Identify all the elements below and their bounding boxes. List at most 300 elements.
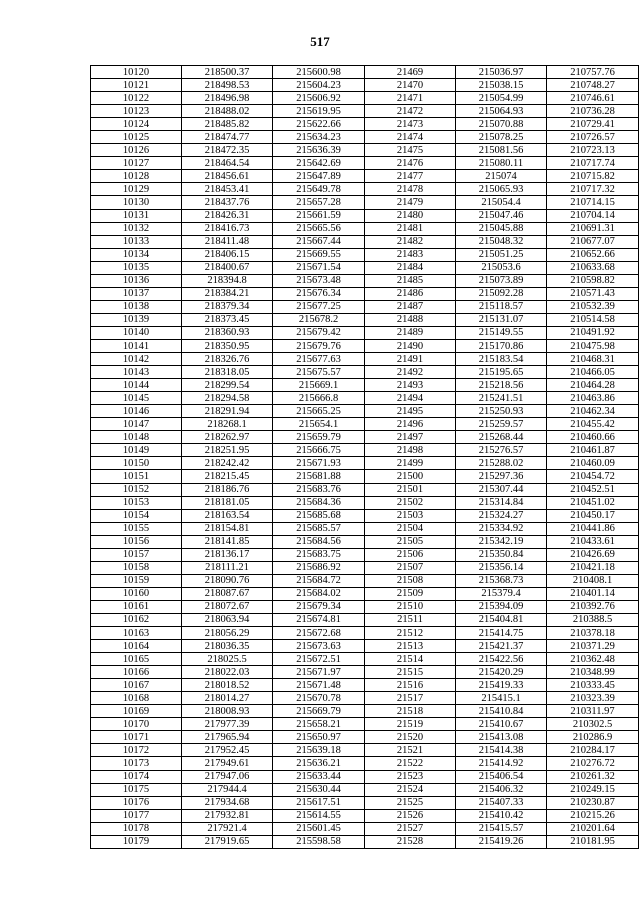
y-coordinate-cell: 215677.25 xyxy=(273,300,365,313)
table-row xyxy=(91,522,639,535)
point-id-cell: 21500 xyxy=(365,470,456,483)
x-coordinate-cell: 218488.02 xyxy=(182,105,273,118)
y-coordinate-cell: 210286.9 xyxy=(547,731,639,744)
point-id-cell: 10162 xyxy=(91,613,182,626)
x-coordinate-cell: 215410.42 xyxy=(456,809,547,822)
point-id-cell: 21497 xyxy=(365,431,456,444)
point-id-cell: 21498 xyxy=(365,444,456,457)
x-coordinate-cell: 215314.84 xyxy=(456,496,547,509)
x-coordinate-cell: 215407.33 xyxy=(456,796,547,809)
x-coordinate-cell: 215394.09 xyxy=(456,600,547,613)
point-id-cell: 10145 xyxy=(91,392,182,405)
x-coordinate-cell: 215064.93 xyxy=(456,105,547,118)
y-coordinate-cell: 210598.82 xyxy=(547,274,639,287)
y-coordinate-cell: 210514.58 xyxy=(547,313,639,326)
x-coordinate-cell: 218500.37 xyxy=(182,66,273,79)
x-coordinate-cell: 215065.93 xyxy=(456,183,547,196)
point-id-cell: 10125 xyxy=(91,131,182,144)
x-coordinate-cell: 218453.41 xyxy=(182,183,273,196)
point-id-cell: 21483 xyxy=(365,248,456,261)
x-coordinate-cell: 218485.82 xyxy=(182,118,273,131)
x-coordinate-cell: 218251.95 xyxy=(182,444,273,457)
table-row xyxy=(91,627,639,640)
x-coordinate-cell: 218384.21 xyxy=(182,287,273,300)
y-coordinate-cell: 210249.15 xyxy=(547,783,639,796)
y-coordinate-cell: 210378.18 xyxy=(547,627,639,640)
point-id-cell: 10148 xyxy=(91,431,182,444)
table-row xyxy=(91,744,639,757)
point-id-cell: 21520 xyxy=(365,731,456,744)
point-id-cell: 10137 xyxy=(91,287,182,300)
x-coordinate-cell: 215415.1 xyxy=(456,692,547,705)
table-row xyxy=(91,718,639,731)
x-coordinate-cell: 215404.81 xyxy=(456,613,547,626)
point-id-cell: 21507 xyxy=(365,561,456,574)
x-coordinate-cell: 218025.5 xyxy=(182,653,273,666)
x-coordinate-cell: 215074 xyxy=(456,170,547,183)
point-id-cell: 10168 xyxy=(91,692,182,705)
y-coordinate-cell: 215677.63 xyxy=(273,353,365,366)
point-id-cell: 10152 xyxy=(91,483,182,496)
y-coordinate-cell: 215665.56 xyxy=(273,222,365,235)
point-id-cell: 10144 xyxy=(91,379,182,392)
point-id-cell: 21489 xyxy=(365,326,456,339)
table-row xyxy=(91,131,639,144)
x-coordinate-cell: 215078.25 xyxy=(456,131,547,144)
x-coordinate-cell: 218018.52 xyxy=(182,679,273,692)
point-id-cell: 21514 xyxy=(365,653,456,666)
table-row xyxy=(91,261,639,274)
x-coordinate-cell: 218472.35 xyxy=(182,144,273,157)
y-coordinate-cell: 210729.41 xyxy=(547,118,639,131)
x-coordinate-cell: 217965.94 xyxy=(182,731,273,744)
point-id-cell: 21499 xyxy=(365,457,456,470)
x-coordinate-cell: 218090.76 xyxy=(182,574,273,587)
x-coordinate-cell: 218268.1 xyxy=(182,418,273,431)
y-coordinate-cell: 210421.18 xyxy=(547,561,639,574)
x-coordinate-cell: 215092.28 xyxy=(456,287,547,300)
x-coordinate-cell: 215356.14 xyxy=(456,561,547,574)
x-coordinate-cell: 215170.86 xyxy=(456,339,547,352)
point-id-cell: 10126 xyxy=(91,144,182,157)
x-coordinate-cell: 215048.32 xyxy=(456,235,547,248)
point-id-cell: 21495 xyxy=(365,405,456,418)
x-coordinate-cell: 215350.84 xyxy=(456,548,547,561)
y-coordinate-cell: 215683.75 xyxy=(273,548,365,561)
point-id-cell: 10158 xyxy=(91,561,182,574)
point-id-cell: 10171 xyxy=(91,731,182,744)
point-id-cell: 21508 xyxy=(365,574,456,587)
point-id-cell: 10139 xyxy=(91,313,182,326)
table-row xyxy=(91,796,639,809)
x-coordinate-cell: 217921.4 xyxy=(182,822,273,835)
x-coordinate-cell: 215259.57 xyxy=(456,418,547,431)
x-coordinate-cell: 217947.06 xyxy=(182,770,273,783)
coordinates-table-body xyxy=(91,66,639,849)
x-coordinate-cell: 215183.54 xyxy=(456,353,547,366)
table-row xyxy=(91,79,639,92)
x-coordinate-cell: 215406.32 xyxy=(456,783,547,796)
x-coordinate-cell: 215241.51 xyxy=(456,392,547,405)
x-coordinate-cell: 215070.88 xyxy=(456,118,547,131)
x-coordinate-cell: 218350.95 xyxy=(182,339,273,352)
y-coordinate-cell: 210201.64 xyxy=(547,822,639,835)
x-coordinate-cell: 218242.42 xyxy=(182,457,273,470)
x-coordinate-cell: 215410.84 xyxy=(456,705,547,718)
point-id-cell: 10175 xyxy=(91,783,182,796)
y-coordinate-cell: 210571.43 xyxy=(547,287,639,300)
x-coordinate-cell: 215051.25 xyxy=(456,248,547,261)
y-coordinate-cell: 210714.15 xyxy=(547,196,639,209)
point-id-cell: 21492 xyxy=(365,366,456,379)
x-coordinate-cell: 215420.29 xyxy=(456,666,547,679)
point-id-cell: 21474 xyxy=(365,131,456,144)
x-coordinate-cell: 215218.56 xyxy=(456,379,547,392)
y-coordinate-cell: 215671.97 xyxy=(273,666,365,679)
point-id-cell: 21478 xyxy=(365,183,456,196)
page-number: 517 xyxy=(310,34,330,49)
x-coordinate-cell: 218022.03 xyxy=(182,666,273,679)
x-coordinate-cell: 215413.08 xyxy=(456,731,547,744)
y-coordinate-cell: 215650.97 xyxy=(273,731,365,744)
x-coordinate-cell: 215131.07 xyxy=(456,313,547,326)
y-coordinate-cell: 210652.66 xyxy=(547,248,639,261)
table-row xyxy=(91,183,639,196)
y-coordinate-cell: 215606.92 xyxy=(273,92,365,105)
x-coordinate-cell: 218136.17 xyxy=(182,548,273,561)
point-id-cell: 10142 xyxy=(91,353,182,366)
table-row xyxy=(91,326,639,339)
x-coordinate-cell: 215297.36 xyxy=(456,470,547,483)
y-coordinate-cell: 210451.02 xyxy=(547,496,639,509)
x-coordinate-cell: 218406.15 xyxy=(182,248,273,261)
y-coordinate-cell: 215657.28 xyxy=(273,196,365,209)
y-coordinate-cell: 210441.86 xyxy=(547,522,639,535)
x-coordinate-cell: 215036.97 xyxy=(456,66,547,79)
table-row xyxy=(91,600,639,613)
x-coordinate-cell: 217932.81 xyxy=(182,809,273,822)
x-coordinate-cell: 218464.54 xyxy=(182,157,273,170)
y-coordinate-cell: 210323.39 xyxy=(547,692,639,705)
x-coordinate-cell: 218181.05 xyxy=(182,496,273,509)
point-id-cell: 21510 xyxy=(365,600,456,613)
x-coordinate-cell: 217944.4 xyxy=(182,783,273,796)
point-id-cell: 21512 xyxy=(365,627,456,640)
y-coordinate-cell: 210460.66 xyxy=(547,431,639,444)
table-row xyxy=(91,679,639,692)
y-coordinate-cell: 210371.29 xyxy=(547,640,639,653)
x-coordinate-cell: 215038.15 xyxy=(456,79,547,92)
x-coordinate-cell: 218318.05 xyxy=(182,366,273,379)
point-id-cell: 21485 xyxy=(365,274,456,287)
table-row xyxy=(91,379,639,392)
table-row xyxy=(91,483,639,496)
x-coordinate-cell: 218063.94 xyxy=(182,613,273,626)
x-coordinate-cell: 218262.97 xyxy=(182,431,273,444)
y-coordinate-cell: 210284.17 xyxy=(547,744,639,757)
point-id-cell: 21493 xyxy=(365,379,456,392)
x-coordinate-cell: 215368.73 xyxy=(456,574,547,587)
point-id-cell: 21488 xyxy=(365,313,456,326)
point-id-cell: 10172 xyxy=(91,744,182,757)
y-coordinate-cell: 215658.21 xyxy=(273,718,365,731)
point-id-cell: 10169 xyxy=(91,705,182,718)
y-coordinate-cell: 210181.95 xyxy=(547,835,639,848)
x-coordinate-cell: 218299.54 xyxy=(182,379,273,392)
x-coordinate-cell: 215334.92 xyxy=(456,522,547,535)
point-id-cell: 10121 xyxy=(91,79,182,92)
point-id-cell: 21504 xyxy=(365,522,456,535)
point-id-cell: 10178 xyxy=(91,822,182,835)
table-row xyxy=(91,548,639,561)
table-row xyxy=(91,731,639,744)
table-row xyxy=(91,561,639,574)
point-id-cell: 10136 xyxy=(91,274,182,287)
point-id-cell: 10163 xyxy=(91,627,182,640)
table-row xyxy=(91,170,639,183)
y-coordinate-cell: 210691.31 xyxy=(547,222,639,235)
y-coordinate-cell: 210460.09 xyxy=(547,457,639,470)
y-coordinate-cell: 210261.32 xyxy=(547,770,639,783)
x-coordinate-cell: 215250.93 xyxy=(456,405,547,418)
x-coordinate-cell: 215410.67 xyxy=(456,718,547,731)
x-coordinate-cell: 217977.39 xyxy=(182,718,273,731)
point-id-cell: 21523 xyxy=(365,770,456,783)
y-coordinate-cell: 210715.82 xyxy=(547,170,639,183)
y-coordinate-cell: 210532.39 xyxy=(547,300,639,313)
table-row xyxy=(91,835,639,848)
point-id-cell: 21476 xyxy=(365,157,456,170)
y-coordinate-cell: 210726.57 xyxy=(547,131,639,144)
x-coordinate-cell: 218411.48 xyxy=(182,235,273,248)
x-coordinate-cell: 215054.99 xyxy=(456,92,547,105)
table-row xyxy=(91,496,639,509)
point-id-cell: 21486 xyxy=(365,287,456,300)
y-coordinate-cell: 215622.66 xyxy=(273,118,365,131)
y-coordinate-cell: 215673.63 xyxy=(273,640,365,653)
point-id-cell: 10120 xyxy=(91,66,182,79)
x-coordinate-cell: 215414.38 xyxy=(456,744,547,757)
point-id-cell: 10141 xyxy=(91,339,182,352)
y-coordinate-cell: 215681.88 xyxy=(273,470,365,483)
y-coordinate-cell: 215669.79 xyxy=(273,705,365,718)
point-id-cell: 21477 xyxy=(365,170,456,183)
x-coordinate-cell: 218072.67 xyxy=(182,600,273,613)
x-coordinate-cell: 217952.45 xyxy=(182,744,273,757)
table-row xyxy=(91,274,639,287)
table-row xyxy=(91,235,639,248)
table-row xyxy=(91,105,639,118)
y-coordinate-cell: 210362.48 xyxy=(547,653,639,666)
x-coordinate-cell: 215419.26 xyxy=(456,835,547,848)
y-coordinate-cell: 210388.5 xyxy=(547,613,639,626)
point-id-cell: 21519 xyxy=(365,718,456,731)
x-coordinate-cell: 218456.61 xyxy=(182,170,273,183)
y-coordinate-cell: 210677.07 xyxy=(547,235,639,248)
point-id-cell: 10147 xyxy=(91,418,182,431)
table-row xyxy=(91,339,639,352)
y-coordinate-cell: 215669.55 xyxy=(273,248,365,261)
y-coordinate-cell: 215654.1 xyxy=(273,418,365,431)
point-id-cell: 21494 xyxy=(365,392,456,405)
table-row xyxy=(91,222,639,235)
point-id-cell: 21496 xyxy=(365,418,456,431)
y-coordinate-cell: 210401.14 xyxy=(547,587,639,600)
y-coordinate-cell: 210302.5 xyxy=(547,718,639,731)
table-row xyxy=(91,757,639,770)
point-id-cell: 10134 xyxy=(91,248,182,261)
x-coordinate-cell: 218326.76 xyxy=(182,353,273,366)
point-id-cell: 21490 xyxy=(365,339,456,352)
x-coordinate-cell: 215414.75 xyxy=(456,627,547,640)
x-coordinate-cell: 215324.27 xyxy=(456,509,547,522)
y-coordinate-cell: 215685.68 xyxy=(273,509,365,522)
y-coordinate-cell: 210461.87 xyxy=(547,444,639,457)
table-row xyxy=(91,366,639,379)
point-id-cell: 21511 xyxy=(365,613,456,626)
point-id-cell: 21501 xyxy=(365,483,456,496)
y-coordinate-cell: 210348.99 xyxy=(547,666,639,679)
y-coordinate-cell: 215665.25 xyxy=(273,405,365,418)
x-coordinate-cell: 218186.76 xyxy=(182,483,273,496)
x-coordinate-cell: 215421.37 xyxy=(456,640,547,653)
y-coordinate-cell: 210452.51 xyxy=(547,483,639,496)
y-coordinate-cell: 215679.34 xyxy=(273,600,365,613)
point-id-cell: 10167 xyxy=(91,679,182,692)
x-coordinate-cell: 218426.31 xyxy=(182,209,273,222)
y-coordinate-cell: 215679.42 xyxy=(273,326,365,339)
point-id-cell: 10161 xyxy=(91,600,182,613)
y-coordinate-cell: 215649.78 xyxy=(273,183,365,196)
y-coordinate-cell: 215617.51 xyxy=(273,796,365,809)
x-coordinate-cell: 218400.67 xyxy=(182,261,273,274)
point-id-cell: 21515 xyxy=(365,666,456,679)
y-coordinate-cell: 210433.61 xyxy=(547,535,639,548)
y-coordinate-cell: 210746.61 xyxy=(547,92,639,105)
point-id-cell: 10130 xyxy=(91,196,182,209)
x-coordinate-cell: 215419.33 xyxy=(456,679,547,692)
x-coordinate-cell: 218474.77 xyxy=(182,131,273,144)
x-coordinate-cell: 215047.46 xyxy=(456,209,547,222)
y-coordinate-cell: 210717.74 xyxy=(547,157,639,170)
point-id-cell: 21524 xyxy=(365,783,456,796)
y-coordinate-cell: 215642.69 xyxy=(273,157,365,170)
x-coordinate-cell: 218498.53 xyxy=(182,79,273,92)
y-coordinate-cell: 210748.27 xyxy=(547,79,639,92)
y-coordinate-cell: 215669.1 xyxy=(273,379,365,392)
y-coordinate-cell: 215678.2 xyxy=(273,313,365,326)
y-coordinate-cell: 210450.17 xyxy=(547,509,639,522)
table-row xyxy=(91,705,639,718)
coordinates-table xyxy=(90,65,639,849)
y-coordinate-cell: 215684.72 xyxy=(273,574,365,587)
table-row xyxy=(91,418,639,431)
point-id-cell: 21522 xyxy=(365,757,456,770)
y-coordinate-cell: 215679.76 xyxy=(273,339,365,352)
y-coordinate-cell: 210462.34 xyxy=(547,405,639,418)
y-coordinate-cell: 215672.68 xyxy=(273,627,365,640)
x-coordinate-cell: 218154.81 xyxy=(182,522,273,535)
y-coordinate-cell: 210466.05 xyxy=(547,366,639,379)
point-id-cell: 10154 xyxy=(91,509,182,522)
table-row xyxy=(91,196,639,209)
x-coordinate-cell: 217949.61 xyxy=(182,757,273,770)
x-coordinate-cell: 218111.21 xyxy=(182,561,273,574)
table-row xyxy=(91,666,639,679)
point-id-cell: 10127 xyxy=(91,157,182,170)
y-coordinate-cell: 215659.79 xyxy=(273,431,365,444)
y-coordinate-cell: 215673.48 xyxy=(273,274,365,287)
table-row xyxy=(91,822,639,835)
y-coordinate-cell: 215636.21 xyxy=(273,757,365,770)
table-row xyxy=(91,535,639,548)
table-row xyxy=(91,353,639,366)
x-coordinate-cell: 215081.56 xyxy=(456,144,547,157)
point-id-cell: 10164 xyxy=(91,640,182,653)
point-id-cell: 21505 xyxy=(365,535,456,548)
y-coordinate-cell: 210455.42 xyxy=(547,418,639,431)
x-coordinate-cell: 215406.54 xyxy=(456,770,547,783)
y-coordinate-cell: 215601.45 xyxy=(273,822,365,835)
point-id-cell: 10159 xyxy=(91,574,182,587)
x-coordinate-cell: 215118.57 xyxy=(456,300,547,313)
y-coordinate-cell: 215671.48 xyxy=(273,679,365,692)
table-row xyxy=(91,287,639,300)
x-coordinate-cell: 215276.57 xyxy=(456,444,547,457)
y-coordinate-cell: 215674.81 xyxy=(273,613,365,626)
y-coordinate-cell: 215683.76 xyxy=(273,483,365,496)
point-id-cell: 21480 xyxy=(365,209,456,222)
y-coordinate-cell: 210276.72 xyxy=(547,757,639,770)
point-id-cell: 10143 xyxy=(91,366,182,379)
point-id-cell: 10173 xyxy=(91,757,182,770)
y-coordinate-cell: 215639.18 xyxy=(273,744,365,757)
point-id-cell: 10122 xyxy=(91,92,182,105)
table-row xyxy=(91,470,639,483)
x-coordinate-cell: 215073.89 xyxy=(456,274,547,287)
point-id-cell: 10176 xyxy=(91,796,182,809)
x-coordinate-cell: 215415.57 xyxy=(456,822,547,835)
point-id-cell: 21491 xyxy=(365,353,456,366)
point-id-cell: 21503 xyxy=(365,509,456,522)
x-coordinate-cell: 218437.76 xyxy=(182,196,273,209)
table-row xyxy=(91,209,639,222)
point-id-cell: 21516 xyxy=(365,679,456,692)
point-id-cell: 21527 xyxy=(365,822,456,835)
point-id-cell: 10150 xyxy=(91,457,182,470)
x-coordinate-cell: 215054.4 xyxy=(456,196,547,209)
y-coordinate-cell: 215671.54 xyxy=(273,261,365,274)
x-coordinate-cell: 218394.8 xyxy=(182,274,273,287)
point-id-cell: 10156 xyxy=(91,535,182,548)
y-coordinate-cell: 215667.44 xyxy=(273,235,365,248)
point-id-cell: 10157 xyxy=(91,548,182,561)
y-coordinate-cell: 210704.14 xyxy=(547,209,639,222)
y-coordinate-cell: 210333.45 xyxy=(547,679,639,692)
y-coordinate-cell: 215633.44 xyxy=(273,770,365,783)
x-coordinate-cell: 215195.65 xyxy=(456,366,547,379)
x-coordinate-cell: 218008.93 xyxy=(182,705,273,718)
y-coordinate-cell: 210757.76 xyxy=(547,66,639,79)
y-coordinate-cell: 215604.23 xyxy=(273,79,365,92)
x-coordinate-cell: 215342.19 xyxy=(456,535,547,548)
point-id-cell: 10160 xyxy=(91,587,182,600)
y-coordinate-cell: 210463.86 xyxy=(547,392,639,405)
table-row xyxy=(91,770,639,783)
y-coordinate-cell: 215684.36 xyxy=(273,496,365,509)
point-id-cell: 21518 xyxy=(365,705,456,718)
y-coordinate-cell: 210230.87 xyxy=(547,796,639,809)
